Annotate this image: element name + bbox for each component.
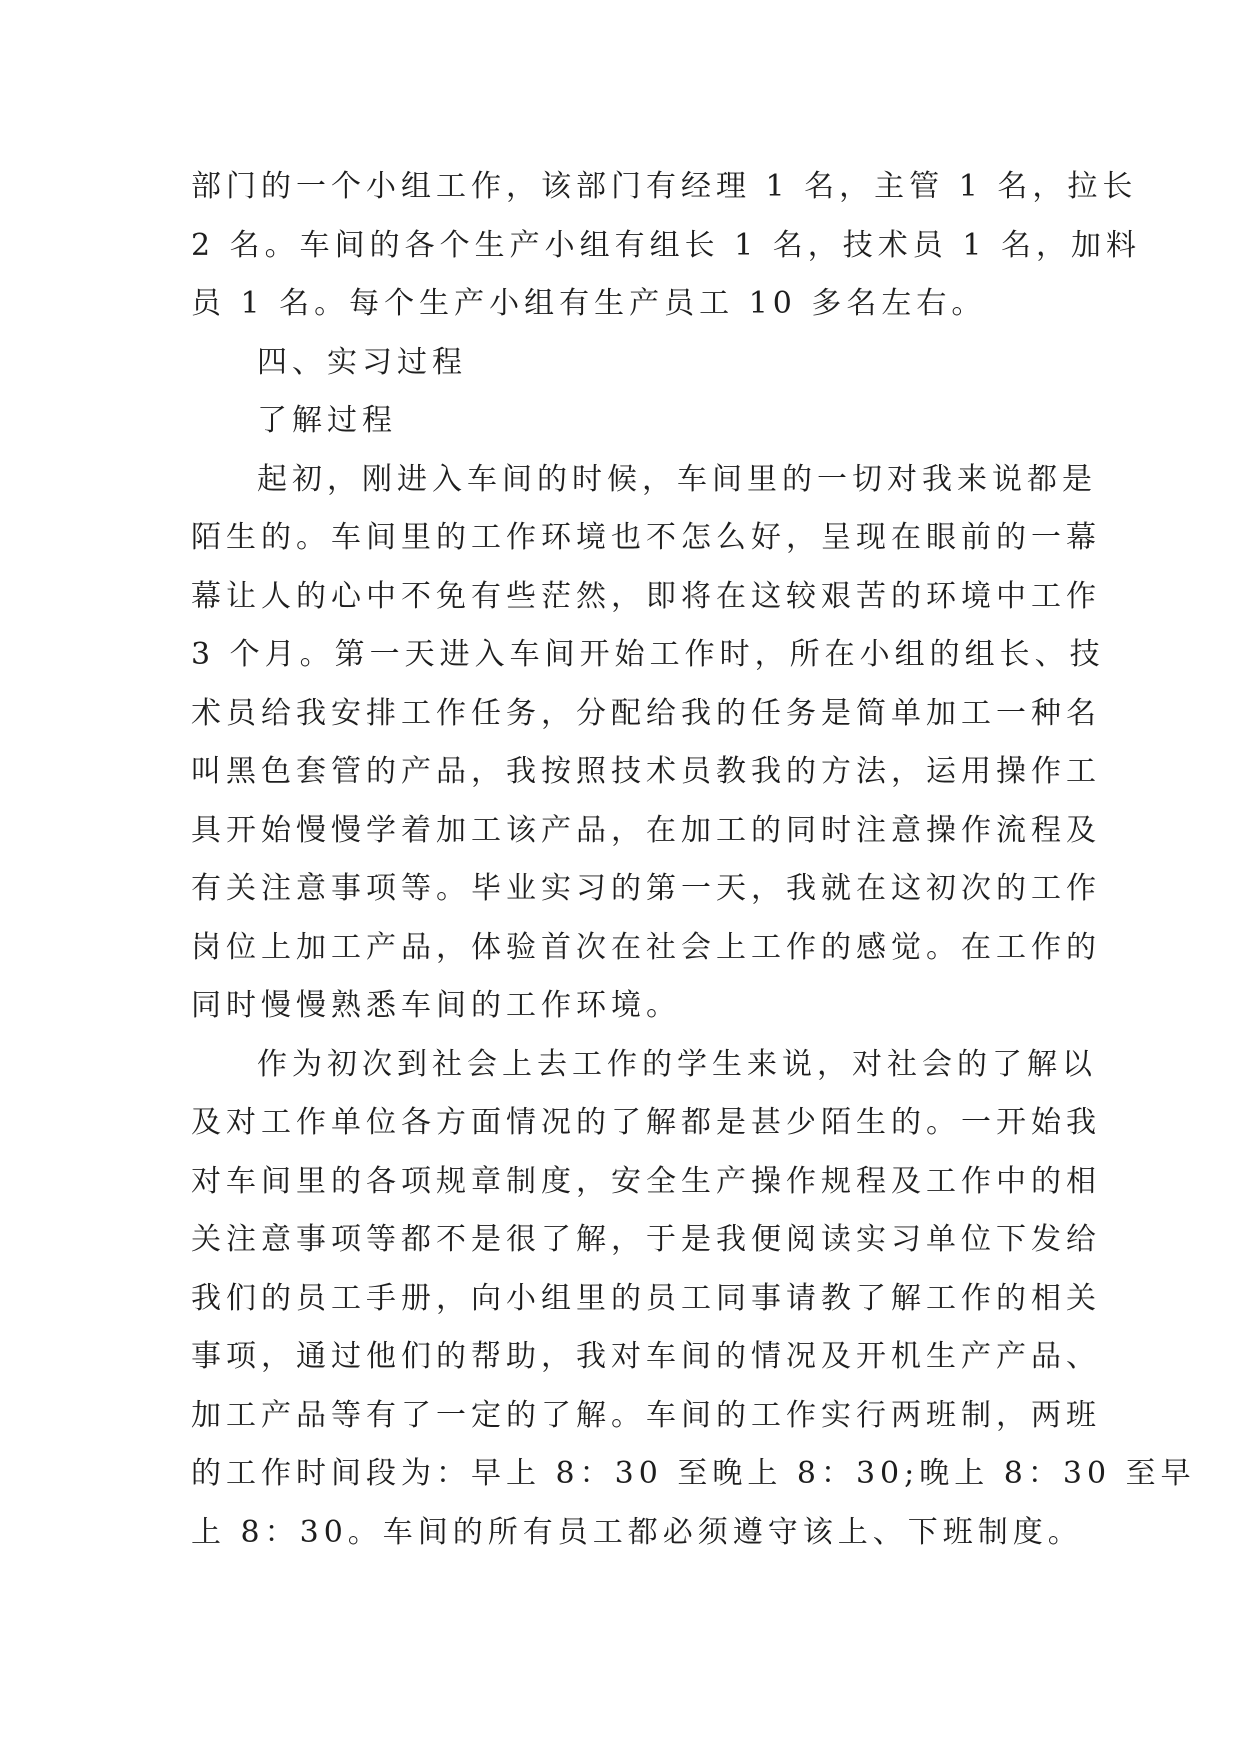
text-line: 及对工作单位各方面情况的了解都是甚少陌生的。一开始我 <box>191 1105 1101 1140</box>
text-line: 部门的一个小组工作，该部门有经理 1 名，主管 1 名，拉长 <box>191 169 1138 204</box>
text-line: 起初，刚进入车间的时候，车间里的一切对我来说都是 <box>257 461 1097 497</box>
text-line: 3 个月。第一天进入车间开始工作时，所在小组的组长、技 <box>191 637 1105 672</box>
text-line: 我们的员工手册，向小组里的员工同事请教了解工作的相关 <box>191 1280 1101 1316</box>
text-line: 岗位上加工产品，体验首次在社会上工作的感觉。在工作的 <box>191 929 1101 965</box>
text-line: 幕让人的心中不免有些茫然，即将在这较艰苦的环境中工作 <box>191 578 1101 614</box>
text-line: 陌生的。车间里的工作环境也不怎么好，呈现在眼前的一幕 <box>191 520 1101 555</box>
text-line: 有关注意事项等。毕业实习的第一天，我就在这初次的工作 <box>191 871 1101 906</box>
subsection-heading: 了解过程 <box>257 403 397 438</box>
document-body <box>191 158 1196 1562</box>
text-line: 上 8：30。车间的所有员工都必须遵守该上、下班制度。 <box>191 1514 1083 1550</box>
text-line: 事项，通过他们的帮助，我对车间的情况及开机生产产品、 <box>191 1339 1101 1374</box>
text-line: 关注意事项等都不是很了解，于是我便阅读实习单位下发给 <box>191 1222 1101 1257</box>
text-line: 员 1 名。每个生产小组有生产员工 10 多名左右。 <box>191 286 987 321</box>
text-line: 2 名。车间的各个生产小组有组长 1 名，技术员 1 名，加料 <box>191 227 1141 263</box>
section-heading: 四、实习过程 <box>257 344 467 380</box>
text-line: 叫黑色套管的产品，我按照技术员教我的方法，运用操作工 <box>191 754 1101 789</box>
text-line: 加工产品等有了一定的了解。车间的工作实行两班制，两班 <box>191 1397 1101 1433</box>
text-line: 具开始慢慢学着加工该产品，在加工的同时注意操作流程及 <box>191 812 1101 848</box>
text-line: 作为初次到社会上去工作的学生来说，对社会的了解以 <box>257 1046 1097 1082</box>
text-line: 对车间里的各项规章制度，安全生产操作规程及工作中的相 <box>191 1163 1101 1199</box>
text-line: 同时慢慢熟悉车间的工作环境。 <box>191 988 681 1023</box>
text-line: 术员给我安排工作任务，分配给我的任务是简单加工一种名 <box>191 695 1101 731</box>
text-line: 的工作时间段为：早上 8：30 至晚上 8：30;晚上 8：30 至早 <box>191 1456 1196 1491</box>
